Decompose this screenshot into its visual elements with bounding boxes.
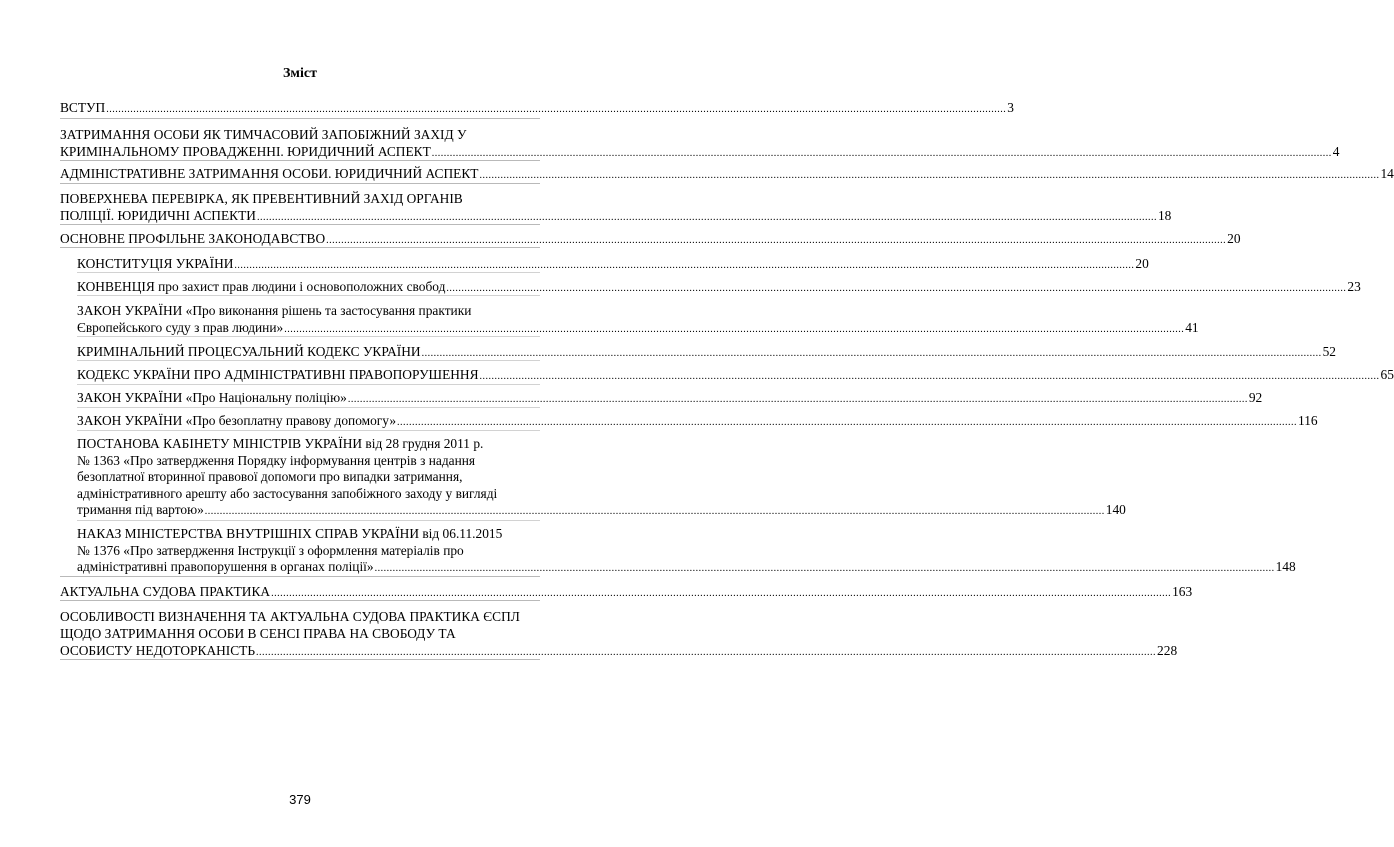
toc-entry[interactable] <box>77 436 1126 521</box>
separator-line <box>60 160 540 161</box>
dot-leader: ............................................................................................................................................................................................................................................................................................................ <box>374 563 1275 574</box>
separator-line <box>77 272 540 273</box>
dot-leader: ............................................................................................................................................................................................................................................................................................................ <box>421 348 1322 359</box>
separator-line <box>77 407 540 408</box>
dot-leader: ............................................................................................................................................................................................................................................................................................................ <box>326 235 1227 246</box>
toc-entry-line: № 1376 «Про затвердження Інструкції з оформлення матеріалів про <box>77 542 464 558</box>
toc-entry-page: 14 <box>1380 166 1394 181</box>
toc-entry[interactable] <box>60 166 1394 184</box>
toc-entry-last-line <box>77 390 1263 408</box>
toc-entry-page: 23 <box>1347 279 1361 294</box>
toc-entry-page: 92 <box>1248 390 1263 405</box>
separator-line <box>60 600 540 601</box>
toc-entry-title: адміністративні правопорушення в органах поліції» <box>77 559 374 574</box>
toc-entry-title: ЗАКОН УКРАЇНИ «Про Національну поліцію» <box>77 390 347 405</box>
toc-entry-last-line <box>77 413 1318 431</box>
toc-entry-line: № 1363 «Про затвердження Порядку інформування центрів з надання <box>77 452 476 468</box>
dot-leader: ............................................................................................................................................................................................................................................................................................................ <box>234 260 1135 271</box>
toc-entry-title: ОСНОВНЕ ПРОФІЛЬНЕ ЗАКОНОДАВСТВО <box>60 231 326 246</box>
toc-entry-title: ОСОБИСТУ НЕДОТОРКАНІСТЬ <box>60 643 256 658</box>
dot-leader: ............................................................................................................................................................................................................................................................................................................ <box>479 170 1380 181</box>
toc-entry-line: ПОСТАНОВА КАБІНЕТУ МІНІСТРІВ УКРАЇНИ від 28 грудня 2011 р. <box>77 436 484 451</box>
toc-entry-line: адміністративного арешту або застосування запобіжного заходу у вигляді <box>77 485 498 501</box>
separator-line <box>77 360 540 361</box>
toc-entry-title: тримання під вартою» <box>77 502 204 517</box>
toc-entry-title: АКТУАЛЬНА СУДОВА ПРАКТИКА <box>60 584 271 599</box>
dot-leader: ............................................................................................................................................................................................................................................................................................................ <box>256 212 1157 223</box>
toc-entry-page: 4 <box>1332 144 1340 159</box>
toc-entry-page: 163 <box>1172 584 1193 599</box>
toc-entry-line: НАКАЗ МІНІСТЕРСТВА ВНУТРІШНІХ СПРАВ УКРАЇНИ від 06.11.2015 <box>77 526 503 541</box>
dot-leader: ............................................................................................................................................................................................................................................................................................................ <box>446 283 1347 294</box>
dot-leader: ............................................................................................................................................................................................................................................................................................................ <box>271 588 1172 599</box>
toc-entry-page: 65 <box>1380 367 1394 382</box>
toc-entry[interactable] <box>60 100 1014 118</box>
toc-entry-title: КОНВЕНЦІЯ про захист прав людини і основоположних свобод <box>77 279 446 294</box>
toc-entry-page: 20 <box>1227 231 1241 246</box>
toc-entry-page: 140 <box>1105 502 1126 517</box>
toc-entry[interactable] <box>77 367 1394 385</box>
page-number: 379 <box>289 792 311 807</box>
toc-entry-page: 3 <box>1007 100 1014 115</box>
toc-entry-line: ПОВЕРХНЕВА ПЕРЕВІРКА, ЯК ПРЕВЕНТИВНИЙ ЗАХІД ОРГАНІВ <box>60 191 463 206</box>
dot-leader: ............................................................................................................................................................................................................................................................................................................ <box>397 417 1298 428</box>
toc-entry-last-line <box>60 100 1014 118</box>
separator-line <box>77 336 540 337</box>
separator-line <box>60 247 540 248</box>
dot-leader: ............................................................................................................................................................................................................................................................................................................ <box>204 506 1105 517</box>
toc-entry-line: ЗАКОН УКРАЇНИ «Про виконання рішень та застосування практики <box>77 303 472 318</box>
toc-entry[interactable] <box>77 390 1263 408</box>
toc-entry-page: 148 <box>1275 559 1296 574</box>
toc-entry-title: АДМІНІСТРАТИВНЕ ЗАТРИМАННЯ ОСОБИ. ЮРИДИЧНИЙ АСПЕКТ <box>60 166 479 181</box>
toc-entry-title: ПОЛІЦІЇ. ЮРИДИЧНІ АСПЕКТИ <box>60 208 256 223</box>
toc-entry-last-line <box>60 166 1394 184</box>
dot-leader: ............................................................................................................................................................................................................................................................................................................ <box>284 324 1185 335</box>
toc-entry-title: КОНСТИТУЦІЯ УКРАЇНИ <box>77 256 234 271</box>
dot-leader: ............................................................................................................................................................................................................................................................................................................ <box>479 371 1380 382</box>
separator-line <box>77 520 540 521</box>
toc-entry-page: 41 <box>1185 320 1199 335</box>
toc-entry-line: ЗАТРИМАННЯ ОСОБИ ЯК ТИМЧАСОВИЙ ЗАПОБІЖНИЙ ЗАХІД У <box>60 127 467 142</box>
toc-entry-title: Європейського суду з прав людини» <box>77 320 284 335</box>
dot-leader: ............................................................................................................................................................................................................................................................................................................ <box>106 104 1007 115</box>
separator-line <box>60 659 540 660</box>
toc-entry-last-line <box>77 502 1126 521</box>
toc-entry-line: ЩОДО ЗАТРИМАННЯ ОСОБИ В СЕНСІ ПРАВА НА СВОБОДУ ТА <box>60 626 456 641</box>
toc-entry-last-line <box>77 559 1296 578</box>
toc-entry[interactable] <box>77 413 1318 431</box>
separator-line <box>60 183 540 184</box>
toc-entry-title: КРИМІНАЛЬНОМУ ПРОВАДЖЕННІ. ЮРИДИЧНИЙ АСПЕКТ <box>60 144 431 159</box>
dot-leader: ............................................................................................................................................................................................................................................................................................................ <box>256 647 1157 658</box>
dot-leader: ............................................................................................................................................................................................................................................................................................................ <box>431 148 1332 159</box>
toc-entry-page: 18 <box>1157 208 1172 223</box>
toc-entry-title: КРИМІНАЛЬНИЙ ПРОЦЕСУАЛЬНИЙ КОДЕКС УКРАЇНИ <box>77 344 421 359</box>
separator-line <box>77 384 540 385</box>
toc-entry-page: 116 <box>1298 413 1318 428</box>
toc-entry-title: КОДЕКС УКРАЇНИ ПРО АДМІНІСТРАТИВНІ ПРАВОПОРУШЕННЯ <box>77 367 479 382</box>
toc-entry-line: безоплатної вторинної правової допомоги про випадки затримання, <box>77 469 463 484</box>
toc-entry-page: 228 <box>1157 643 1178 658</box>
separator-line <box>60 576 540 577</box>
toc-entry[interactable] <box>77 302 1199 338</box>
toc-entry-title: ЗАКОН УКРАЇНИ «Про безоплатну правову допомогу» <box>77 413 397 428</box>
toc-entry[interactable] <box>60 126 1340 162</box>
dot-leader: ............................................................................................................................................................................................................................................................................................................ <box>347 394 1248 405</box>
toc-entry-page: 52 <box>1322 344 1336 359</box>
separator-line <box>77 430 540 431</box>
separator-line <box>60 224 540 225</box>
page-title: Зміст <box>283 66 317 81</box>
toc-entry-page: 20 <box>1135 256 1149 271</box>
toc-entry-line: ОСОБЛИВОСТІ ВИЗНАЧЕННЯ ТА АКТУАЛЬНА СУДОВА ПРАКТИКА ЄСПЛ <box>60 609 520 624</box>
toc-entry-title: ВСТУП <box>60 100 106 115</box>
separator-line <box>77 295 540 296</box>
toc-entry[interactable] <box>60 608 1178 661</box>
separator-line <box>60 118 540 119</box>
toc-entry-last-line <box>77 367 1394 385</box>
toc-entry[interactable] <box>60 190 1172 226</box>
toc-entry[interactable] <box>77 526 1296 578</box>
